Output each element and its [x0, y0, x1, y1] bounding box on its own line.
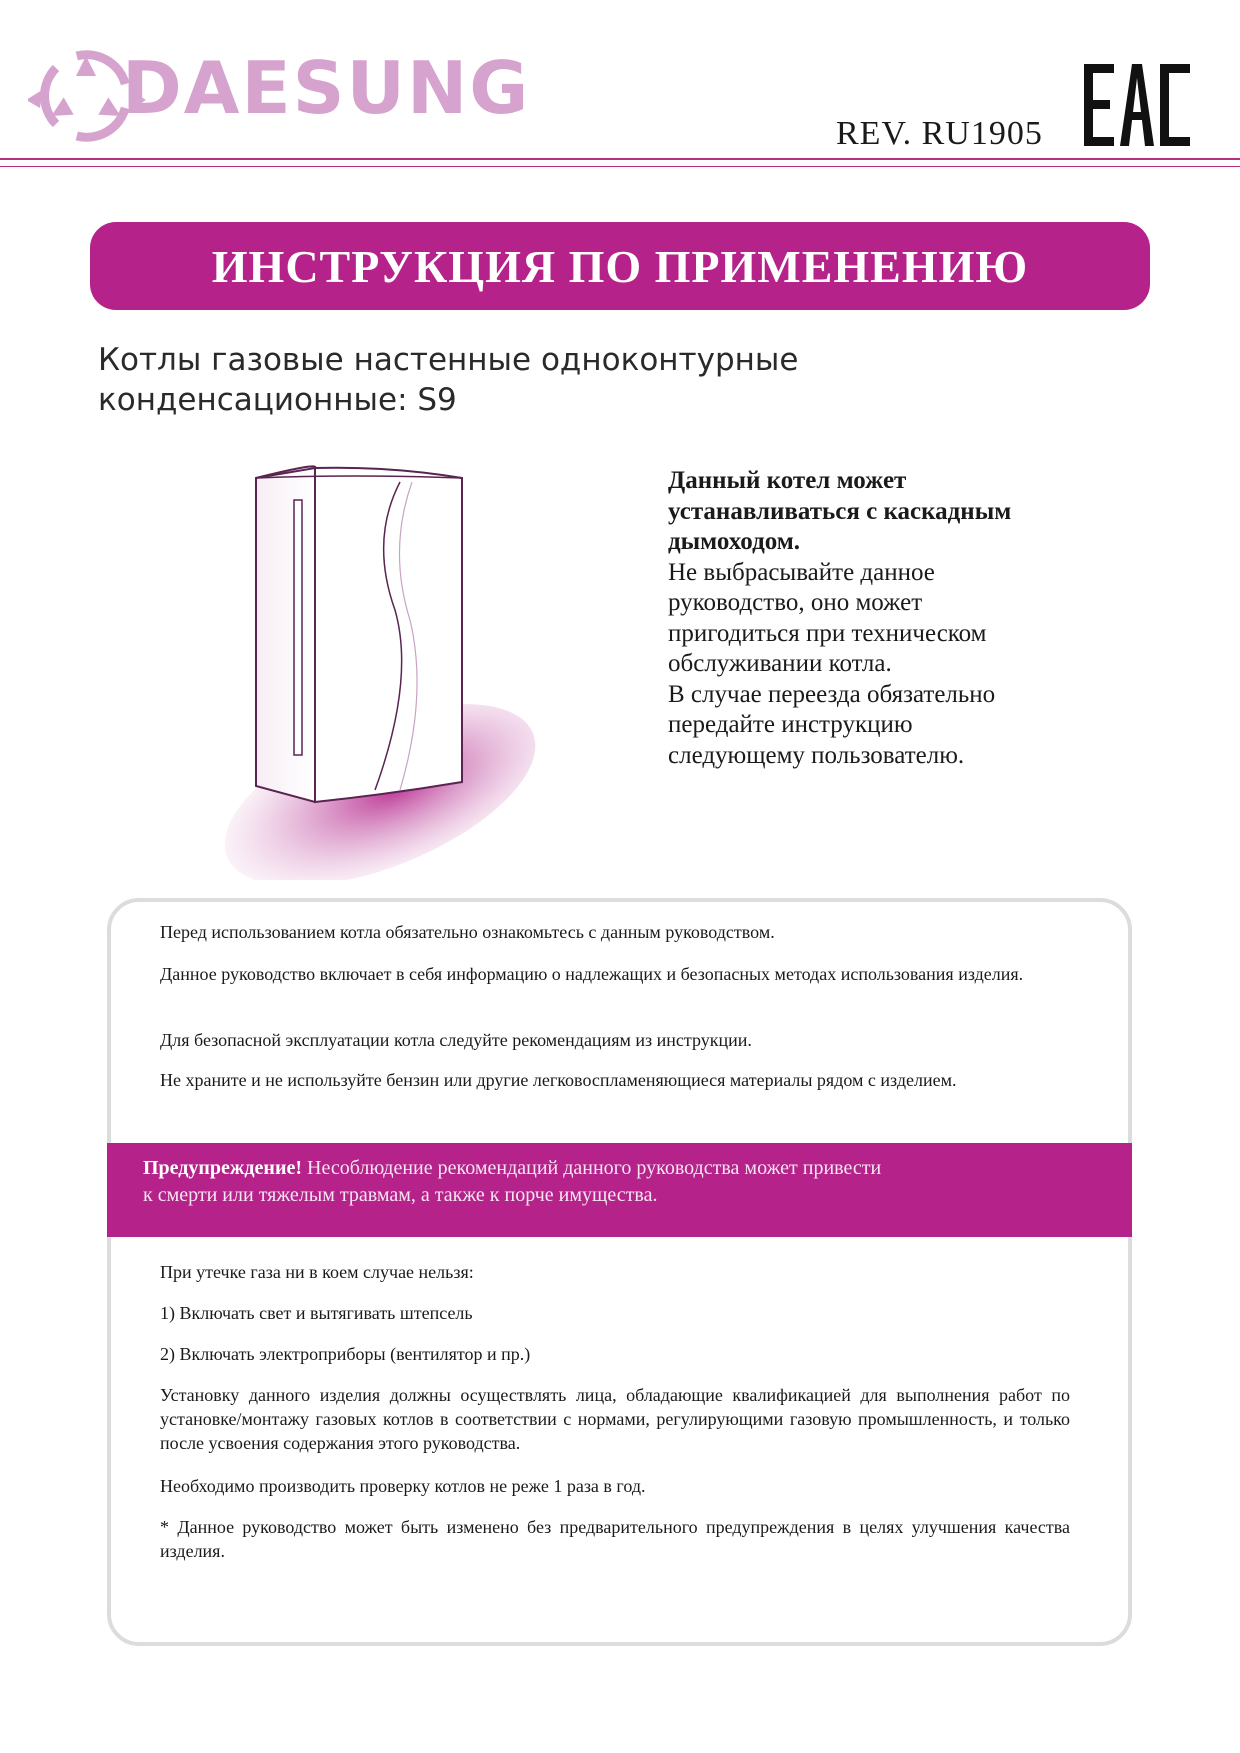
boiler-illustration [200, 460, 580, 880]
subtitle-line-1: Котлы газовые настенные одноконтурные [98, 342, 799, 378]
notice-footnote: * Данное руководство может быть изменено без предварительного предупреждения в целях улучшения качества изделия. [160, 1517, 1070, 1561]
notice-paragraph: Данное руководство включает в себя информацию о надлежащих и безопасных методах использования изделия. [160, 964, 1024, 984]
notice-paragraph: Для безопасной эксплуатации котла следуйте рекомендациям из инструкции. [160, 1030, 752, 1050]
intro-line: передайте инструкцию [668, 711, 913, 738]
eac-certification-icon [1084, 64, 1190, 146]
header-rule-bottom [0, 166, 1240, 167]
header-rule-top [0, 158, 1240, 160]
intro-bold-line: Данный котел может [668, 467, 907, 494]
warning-band [107, 1143, 1132, 1237]
notice-list-item: 1) Включать свет и вытягивать штепсель [160, 1303, 473, 1323]
title-banner [90, 222, 1150, 310]
subtitle-line-2: конденсационные: S9 [98, 382, 457, 418]
intro-line: В случае переезда обязательно [668, 680, 996, 708]
notice-paragraph: Установку данного изделия должны осуществлять лица, обладающие квалификацией для выполнения работ по установке/монтажу газовых котлов в соответствии с нормами, регулирующими газовую промышленность, и только после усвоения содержания этого руководства. [160, 1385, 1070, 1453]
intro-bold-line: дымоходом. [668, 528, 801, 555]
notice-paragraph: При утечке газа ни в коем случае нельзя: [160, 1262, 474, 1282]
notice-paragraph: Необходимо производить проверку котлов не реже 1 раза в год. [160, 1476, 646, 1496]
warning-text [143, 1155, 1132, 1182]
intro-line: обслуживании котла. [668, 650, 892, 677]
page-title: ИНСТРУКЦИЯ ПО ПРИМЕНЕНИЮ [211, 240, 1029, 292]
warning-line-2: к смерти или тяжелым травмам, а также к порче имущества. [143, 1184, 658, 1206]
warning-label: Предупреждение! [143, 1157, 303, 1179]
intro-line: руководство, оно может [668, 589, 923, 616]
brand-wordmark: DAESUNG [122, 46, 531, 130]
notice-paragraph: Не храните и не используйте бензин или другие легковоспламеняющиеся материалы рядом с изделием. [160, 1070, 957, 1090]
warning-line-1: Несоблюдение рекомендаций данного руководства может привести [302, 1157, 882, 1179]
intro-bold-line: устанавливаться с каскадным [668, 497, 1012, 525]
revision-label: REV. RU1905 [836, 115, 1043, 152]
intro-line: Не выбрасывайте данное [668, 558, 935, 586]
intro-text [668, 466, 1088, 771]
notice-list-item: 2) Включать электроприборы (вентилятор и пр.) [160, 1344, 531, 1364]
intro-line: пригодиться при техническом [668, 619, 987, 647]
intro-line: следующему пользователю. [668, 741, 965, 769]
notice-paragraph: Перед использованием котла обязательно ознакомьтесь с данным руководством. [160, 922, 775, 942]
product-subtitle [98, 340, 998, 420]
